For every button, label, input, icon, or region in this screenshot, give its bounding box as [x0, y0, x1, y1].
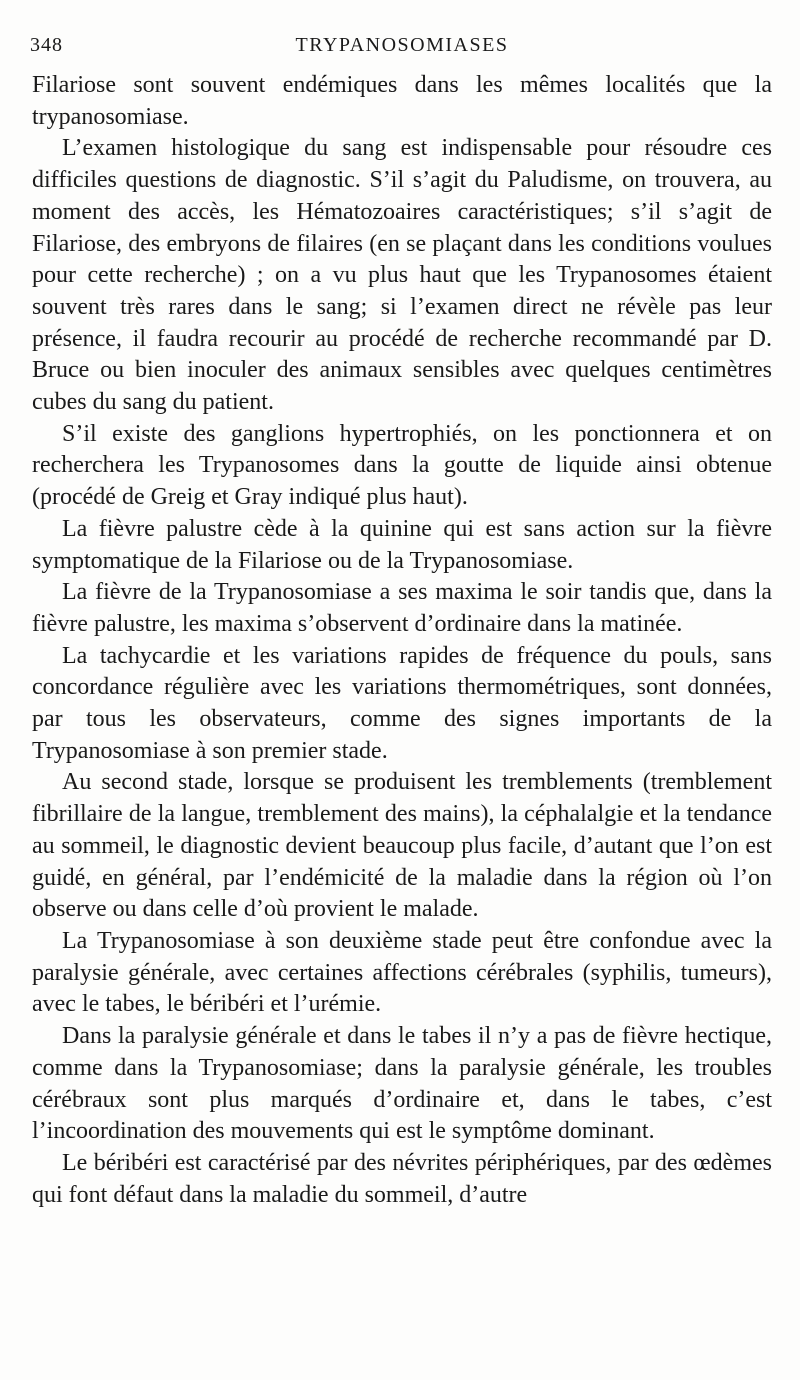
- paragraph-fever-maxima: La fièvre de la Trypanosomiase a ses maxima le soir tandis que, dans la fièvre palustre, les maxima s’observent d’ordinaire dans la matinée.: [32, 579, 772, 637]
- paragraph-ganglions: S’il existe des ganglions hypertrophiés, on les ponctionnera et on recherchera les Trypanosomes dans la goutte de liquide ainsi obtenue (procédé de Greig et Gray indiqué plus haut).: [32, 420, 772, 511]
- paragraph-second-stage: Au second stade, lorsque se produisent les tremblements (tremblement fibrillaire de la langue, tremblement des mains), la céphalalgie et la tendance au sommeil, le diagnostic devient beaucoup plus facile, d’autant que l’on est guidé, en général, par l’endémicité de la maladie dans la région où l’on observe ou dans celle d’où provient le malade.: [32, 769, 772, 923]
- paragraph-beriberi: Le béribéri est caractérisé par des névrites périphériques, par des œdèmes qui font défaut dans la maladie du sommeil, d’autre: [32, 1149, 772, 1208]
- paragraph-quinine: La fièvre palustre cède à la quinine qui est sans action sur la fièvre symptomatique de la Filariose ou de la Trypanosomiase.: [32, 515, 772, 574]
- running-head: [30, 34, 774, 62]
- running-title: TRYPANOSOMIASES: [295, 34, 509, 56]
- paragraph-tachycardia: La tachycardie et les variations rapides de fréquence du pouls, sans concordance régulière avec les variations thermométriques, sont données, par tous les observateurs, comme des signes importants de la Trypanosomiase à son premier stade.: [32, 642, 772, 764]
- page-number: 348: [30, 34, 63, 56]
- paragraph-continued: Filariose sont souvent endémiques dans les mêmes localités que la trypanosomiase.: [32, 72, 772, 130]
- paragraph-histologic-exam: L’examen histologique du sang est indispensable pour résoudre ces difficiles questions de diagnostic. S’il s’agit du Paludisme, on trouvera, au moment des accès, les Hématozoaires caractéristiques; s’il s’agit de Filariose, des embryons de filaires (en se plaçant dans les conditions voulues pour cette recherche) ; on a vu plus haut que les Trypanosomes étaient souvent très rares dans le sang; si l’examen direct ne révèle pas leur présence, il faudra recourir au procédé de recherche recommandé par D. Bruce ou bien inoculer des animaux sensibles avec quelques centimètres cubes du sang du patient.: [32, 135, 772, 416]
- paragraph-differential: La Trypanosomiase à son deuxième stade peut être confondue avec la paralysie générale, avec certaines affections cérébrales (syphilis, tumeurs), avec le tabes, le béribéri et l’urémie.: [32, 927, 772, 1018]
- paragraph-paralysis-tabes: Dans la paralysie générale et dans le tabes il n’y a pas de fièvre hectique, comme dans la Trypanosomiase; dans la paralysie générale, les troubles cérébraux sont plus marqués d’ordinaire et, dans le tabes, c’est l’incoordination des mouvements qui est le symptôme dominant.: [32, 1023, 772, 1145]
- body-text: [32, 70, 772, 1211]
